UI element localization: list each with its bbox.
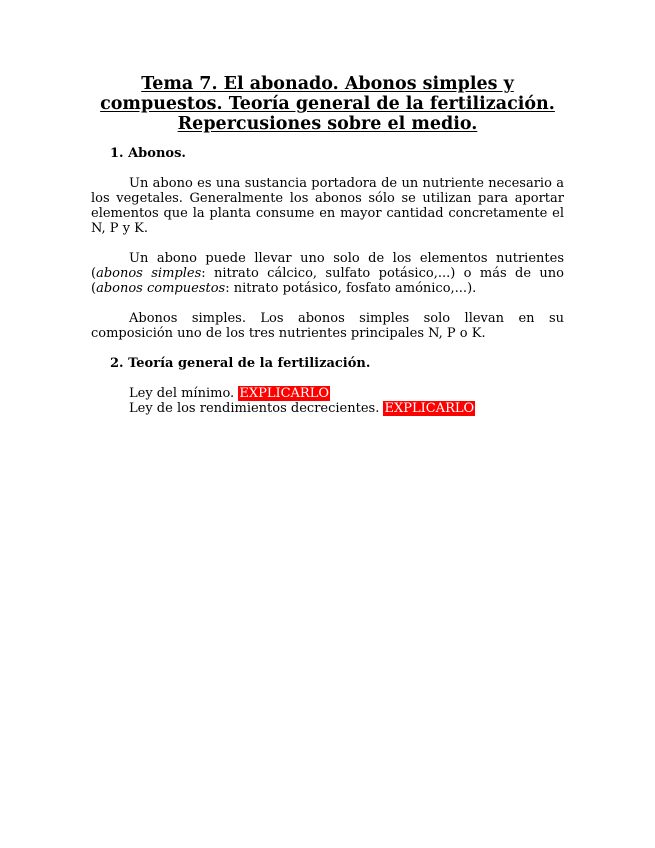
paragraph-definition: Un abono es una sustancia portadora de un nutriente necesario a los vegetales. Generalmente los abonos sólo se utilizan para aportar elementos que la planta consume en mayor cantidad concretamente el N, P y K. (91, 176, 564, 236)
law-rendimientos (129, 401, 564, 416)
document-body (91, 74, 564, 416)
title-line-1: Tema 7. El abonado. Abonos simples y (141, 74, 514, 94)
laws-list (129, 386, 564, 416)
explicarlo-highlight: EXPLICARLO (239, 386, 330, 401)
text-fragment: : nitrato cálcico, sulfato potásico,...) o más de uno ( (91, 266, 565, 296)
text-fragment: Un abono puede llevar uno solo de los elementos nutrientes ( (91, 251, 564, 281)
paragraph-abonos-simples: Abonos simples. Los abonos simples solo llevan en su composición uno de los tres nutrientes principales N, P o K. (91, 311, 564, 341)
text-fragment: : nitrato potásico, fosfato amónico,...). (225, 281, 477, 296)
term-abonos-compuestos: abonos compuestos (96, 281, 226, 296)
section-heading-abonos: 1. Abonos. (110, 146, 186, 161)
section-heading-fertilizacion: 2. Teoría general de la fertilización. (110, 356, 371, 371)
term-abonos-simples: abonos simples (96, 266, 202, 281)
law-rendimientos-text: Ley de los rendimientos decrecientes. (129, 401, 384, 416)
title-line-3: Repercusiones sobre el medio. (177, 114, 478, 134)
law-minimo-text: Ley del mínimo. (129, 386, 239, 401)
paragraph-simple-compound (91, 251, 564, 296)
title-line-2: compuestos. Teoría general de la fertilización. (100, 94, 555, 114)
law-minimo (129, 386, 564, 401)
document-title (91, 74, 564, 134)
explicarlo-highlight: EXPLICARLO (384, 401, 475, 416)
